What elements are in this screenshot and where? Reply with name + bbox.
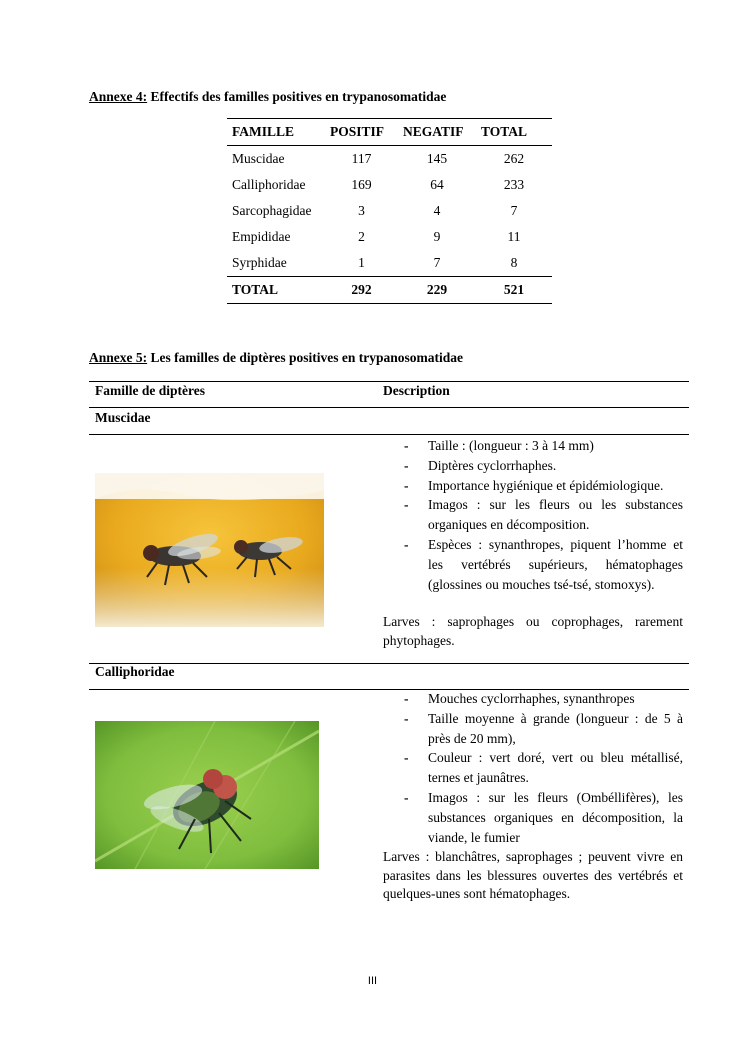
table-row: [227, 146, 552, 173]
annex4-title: Effectifs des familles positives en trypanosomatidae: [147, 89, 447, 104]
list-item: - Mouches cyclorrhaphes, synanthropes: [383, 689, 683, 709]
total-label: TOTAL: [232, 282, 279, 297]
cell-famille: Sarcophagidae: [232, 203, 312, 218]
cell-total: 233: [503, 177, 525, 192]
table-row: [227, 250, 552, 277]
list-item: - Imagos : sur les fleurs ou les substances organiques en décomposition.: [383, 495, 683, 535]
calliphoridae-photo: [95, 721, 319, 869]
divider: [89, 434, 689, 435]
muscidae-photo: [95, 473, 324, 627]
cell-famille: Calliphoridae: [232, 177, 306, 192]
divider: [89, 407, 689, 408]
column-header-description: Description: [383, 383, 450, 398]
table-row: [227, 224, 552, 250]
cell-positif: 1: [358, 255, 365, 270]
annex5-heading: [89, 350, 463, 366]
cell-total: 8: [510, 255, 518, 270]
list-item: - Taille moyenne à grande (longueur : de 5 à près de 20 mm),: [383, 709, 683, 749]
list-item: - Imagos : sur les fleurs (Ombéllifères), les substances organiques en décomposition, la viande, le fumier: [383, 788, 683, 847]
list-item: - Diptères cyclorrhaphes.: [383, 456, 683, 476]
cell-famille: Muscidae: [232, 151, 285, 166]
family-name-calliphoridae: Calliphoridae: [95, 664, 175, 679]
cell-famille: Syrphidae: [232, 255, 287, 270]
cell-negatif: 64: [430, 177, 444, 192]
header-positif: POSITIF: [330, 124, 385, 139]
cell-positif: 3: [358, 203, 365, 218]
cell-negatif: 4: [433, 203, 441, 218]
cell-total: 11: [507, 229, 521, 244]
list-item: - Taille : (longueur : 3 à 14 mm): [383, 436, 683, 456]
annex4-table: [227, 118, 552, 304]
cell-famille: Empididae: [232, 229, 291, 244]
cell-negatif: 145: [426, 151, 448, 166]
list-item: - Espèces : synanthropes, piquent l’homme et les vertébrés supérieurs, hématophages (glossines ou mouches tsé-tsé, stomoxys).: [383, 535, 683, 594]
cell-total: 262: [503, 151, 525, 166]
cell-negatif: 9: [433, 229, 441, 244]
muscidae-description-list: [383, 436, 683, 594]
header-negatif: NEGATIF: [403, 124, 464, 139]
page-number: III: [367, 975, 378, 987]
list-item: - Couleur : vert doré, vert ou bleu métallisé, ternes et jaunâtres.: [383, 748, 683, 788]
total-positif: 292: [351, 282, 372, 297]
table-row: [227, 172, 552, 198]
cell-positif: 169: [351, 177, 372, 192]
calliphoridae-larves: Larves : blanchâtres, saprophages ; peuvent vivre en parasites dans les blessures ouvertes des vertébrés et quelques-unes sont hématophages.: [383, 849, 683, 901]
annex5-label: Annexe 5:: [89, 350, 148, 365]
table-header-row: [227, 119, 552, 146]
cell-positif: 117: [351, 151, 372, 166]
cell-positif: 2: [358, 229, 365, 244]
table-row: [227, 198, 552, 224]
table-total-row: [227, 277, 552, 304]
annex4-heading: [89, 89, 446, 105]
total-total: 521: [503, 282, 525, 297]
cell-total: 7: [510, 203, 518, 218]
calliphoridae-description-list: [383, 689, 683, 847]
header-total: TOTAL: [481, 124, 528, 139]
annex5-title: Les familles de diptères positives en trypanosomatidae: [147, 350, 463, 365]
column-header-family: Famille de diptères: [95, 383, 205, 398]
cell-negatif: 7: [433, 255, 441, 270]
annex4-label: Annexe 4:: [89, 89, 148, 104]
divider: [89, 381, 689, 382]
family-name-muscidae: Muscidae: [95, 410, 151, 425]
total-negatif: 229: [426, 282, 448, 297]
header-famille: FAMILLE: [232, 124, 295, 139]
divider: [89, 663, 689, 664]
muscidae-larves: Larves : saprophages ou coprophages, rarement phytophages.: [383, 614, 683, 648]
list-item: - Importance hygiénique et épidémiologique.: [383, 476, 683, 496]
